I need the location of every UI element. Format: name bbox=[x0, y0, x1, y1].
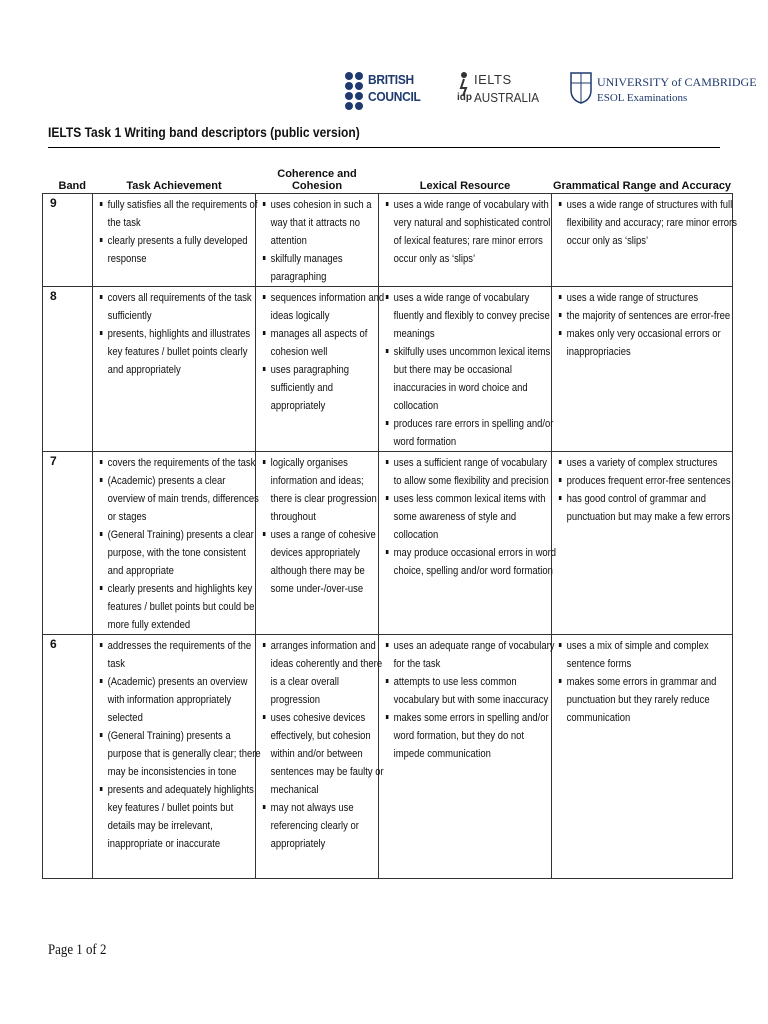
descriptor-item: produces rare errors in spelling and/or word formation bbox=[385, 415, 557, 451]
british-council-line1: BRITISH bbox=[368, 72, 414, 87]
descriptor-list bbox=[558, 454, 730, 526]
descriptor-list bbox=[385, 289, 554, 451]
descriptor-item: skilfully manages paragraphing bbox=[262, 250, 384, 286]
logo-bar bbox=[345, 66, 757, 122]
descriptor-item: uses a wide range of vocabulary with very natural and sophisticated control of lexical features; rare minor errors occur only as ‘slips’ bbox=[385, 196, 557, 268]
descriptor-list bbox=[558, 637, 730, 727]
descriptor-list bbox=[99, 637, 261, 853]
descriptor-item: skilfully uses uncommon lexical items but there may be occasional inaccuracies in word choice and collocation bbox=[385, 343, 557, 415]
descriptor-item: (Academic) presents a clear overview of main trends, differences or stages bbox=[99, 472, 261, 526]
cell-grammatical-range bbox=[552, 287, 733, 452]
descriptor-item: fully satisfies all the requirements of the task bbox=[99, 196, 261, 232]
header-lexical-resource: Lexical Resource bbox=[419, 180, 511, 192]
british-council-line2: COUNCIL bbox=[368, 89, 421, 104]
cell-coherence-cohesion bbox=[256, 452, 379, 635]
descriptor-item: presents, highlights and illustrates key features / bullet points clearly and appropriately bbox=[99, 325, 261, 379]
ielts-line2: AUSTRALIA bbox=[474, 90, 540, 105]
cell-coherence-cohesion bbox=[256, 635, 384, 879]
cambridge-shield-icon bbox=[570, 72, 592, 104]
descriptor-item: uses a range of cohesive devices appropriately although there may be some under-/over-use bbox=[262, 526, 384, 598]
descriptor-item: uses a variety of complex structures bbox=[558, 454, 738, 472]
table-row bbox=[43, 452, 733, 635]
descriptor-item: (General Training) presents a purpose that is generally clear; there may be inconsistencies in tone bbox=[99, 727, 261, 781]
descriptor-list bbox=[99, 289, 253, 379]
cell-grammatical-range bbox=[552, 194, 737, 287]
descriptor-item: (General Training) presents a clear purpose, with the tone consistent and appropriate bbox=[99, 526, 261, 580]
british-council-dots-icon bbox=[345, 72, 365, 112]
descriptor-item: uses cohesion in such a way that it attracts no attention bbox=[262, 196, 384, 250]
descriptor-item: uses paragraphing sufficiently and appropriately bbox=[262, 361, 384, 415]
descriptor-list bbox=[262, 637, 384, 853]
band-score: 6 bbox=[43, 635, 93, 879]
cell-coherence-cohesion bbox=[256, 287, 385, 452]
descriptor-item: arranges information and ideas coherently and there is a clear overall progression bbox=[262, 637, 384, 709]
descriptor-item: uses a sufficient range of vocabulary to allow some flexibility and precision bbox=[385, 454, 557, 490]
header-task-achievement: Task Achievement bbox=[126, 180, 222, 192]
descriptor-item: covers all requirements of the task sufficiently bbox=[99, 289, 261, 325]
descriptor-item: clearly presents a fully developed response bbox=[99, 232, 261, 268]
descriptor-item: logically organises information and ideas; there is clear progression throughout bbox=[262, 454, 384, 526]
idp-label: idp bbox=[457, 92, 472, 103]
descriptor-item: presents and adequately highlights key features / bullet points but details may be irrelevant, inappropriate or inaccurate bbox=[99, 781, 261, 853]
table-row bbox=[43, 194, 733, 287]
page-footer: Page 1 of 2 bbox=[48, 942, 107, 958]
descriptor-item: sequences information and ideas logically bbox=[262, 289, 384, 325]
table-header-row bbox=[43, 168, 733, 194]
band-score: 9 bbox=[43, 194, 93, 287]
descriptor-list bbox=[385, 196, 549, 268]
descriptor-item: uses a wide range of structures with full flexibility and accuracy; rare minor errors occur only as ‘slips’ bbox=[558, 196, 738, 250]
descriptor-list bbox=[262, 454, 376, 598]
british-council-logo bbox=[345, 66, 445, 122]
descriptor-list bbox=[99, 454, 259, 634]
cell-task-achievement bbox=[93, 452, 259, 635]
band-descriptor-table bbox=[42, 168, 737, 879]
band-score: 8 bbox=[43, 287, 93, 452]
descriptor-item: uses a mix of simple and complex sentence forms bbox=[558, 637, 738, 673]
descriptor-item: addresses the requirements of the task bbox=[99, 637, 261, 673]
cell-lexical-resource bbox=[379, 194, 552, 287]
descriptor-list bbox=[558, 196, 737, 250]
cambridge-line1: UNIVERSITY of CAMBRIDGE bbox=[597, 75, 757, 89]
descriptor-list bbox=[262, 289, 385, 415]
cell-task-achievement bbox=[93, 287, 256, 452]
cell-task-achievement bbox=[93, 635, 261, 879]
cell-lexical-resource bbox=[379, 452, 557, 635]
descriptor-item: attempts to use less common vocabulary but with some inaccuracy bbox=[385, 673, 557, 709]
header-coherence-cohesion: Coherence and Cohesion bbox=[277, 168, 357, 192]
descriptor-list bbox=[385, 637, 555, 763]
table-row bbox=[43, 287, 733, 452]
ielts-line1: IELTS bbox=[474, 72, 512, 87]
cell-grammatical-range bbox=[552, 452, 733, 635]
descriptor-list bbox=[385, 454, 557, 580]
descriptor-item: makes some errors in spelling and/or word formation, but they do not impede communication bbox=[385, 709, 557, 763]
header-band: Band bbox=[58, 180, 86, 192]
title-divider bbox=[48, 147, 720, 148]
cell-task-achievement bbox=[93, 194, 256, 287]
descriptor-item: makes only very occasional errors or inappropriacies bbox=[558, 325, 738, 361]
cell-coherence-cohesion bbox=[256, 194, 379, 287]
table-row bbox=[43, 635, 733, 879]
cell-lexical-resource bbox=[379, 287, 552, 452]
descriptor-item: uses an adequate range of vocabulary for the task bbox=[385, 637, 557, 673]
cell-lexical-resource bbox=[379, 635, 555, 879]
band-score: 7 bbox=[43, 452, 93, 635]
document-title: IELTS Task 1 Writing band descriptors (public version) bbox=[48, 124, 360, 140]
descriptor-item: clearly presents and highlights key features / bullet points but could be more fully extended bbox=[99, 580, 261, 634]
cambridge-logo bbox=[570, 66, 757, 122]
descriptor-item: the majority of sentences are error-free bbox=[558, 307, 738, 325]
descriptor-item: manages all aspects of cohesion well bbox=[262, 325, 384, 361]
descriptor-item: uses a wide range of structures bbox=[558, 289, 738, 307]
descriptor-item: uses less common lexical items with some awareness of style and collocation bbox=[385, 490, 557, 544]
descriptor-item: may produce occasional errors in word choice, spelling and/or word formation bbox=[385, 544, 557, 580]
cell-grammatical-range bbox=[552, 635, 733, 879]
descriptor-item: uses cohesive devices effectively, but cohesion within and/or between sentences may be faulty or mechanical bbox=[262, 709, 384, 799]
descriptor-item: makes some errors in grammar and punctuation but they rarely reduce communication bbox=[558, 673, 738, 727]
descriptor-list bbox=[262, 196, 376, 286]
ielts-australia-logo bbox=[457, 66, 547, 122]
descriptor-item: covers the requirements of the task bbox=[99, 454, 261, 472]
header-grammatical-range: Grammatical Range and Accuracy bbox=[552, 180, 732, 192]
descriptor-item: may not always use referencing clearly or appropriately bbox=[262, 799, 384, 853]
descriptor-item: (Academic) presents an overview with information appropriately selected bbox=[99, 673, 261, 727]
cambridge-line2: ESOL Examinations bbox=[597, 92, 688, 104]
descriptor-list bbox=[558, 289, 730, 361]
descriptor-item: has good control of grammar and punctuation but may make a few errors bbox=[558, 490, 738, 526]
descriptor-list bbox=[99, 196, 258, 268]
descriptor-item: uses a wide range of vocabulary fluently and flexibly to convey precise meanings bbox=[385, 289, 557, 343]
descriptor-item: produces frequent error-free sentences bbox=[558, 472, 738, 490]
